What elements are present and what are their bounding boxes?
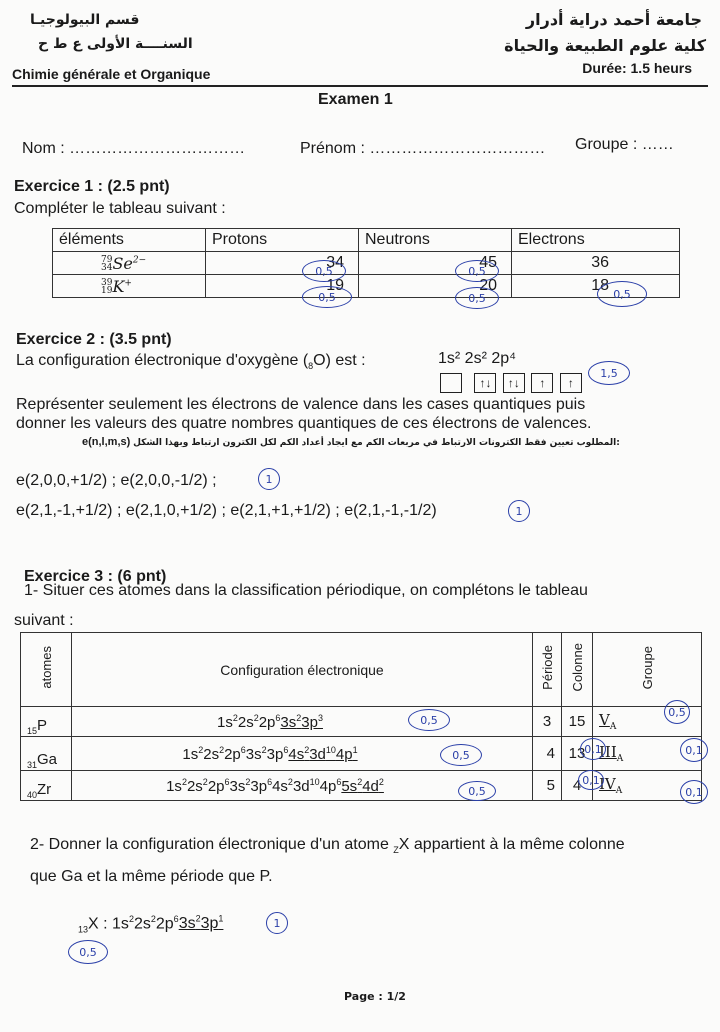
quantum-boxes: [440, 373, 584, 393]
electrons-cell: 36: [512, 252, 680, 275]
quantum-box: [440, 373, 462, 393]
quantum-box: ↑: [560, 373, 582, 393]
grade-mark: 0,1: [578, 770, 604, 790]
table-row: [53, 252, 680, 275]
faculty-label: كلية علوم الطبيعة والحياة: [504, 36, 706, 55]
grade-mark: 0,5: [408, 709, 450, 731]
exam-title: Examen 1: [318, 91, 393, 108]
answer-line-1: e(2,0,0,+1/2) ; e(2,0,0,-1/2) ;: [16, 472, 217, 489]
col-header: Période: [533, 633, 562, 707]
table-row: [53, 275, 680, 298]
colonne-cell: 15: [562, 707, 593, 737]
ex3-question-2b: que Ga et la même période que P.: [30, 868, 273, 885]
grade-mark: 0,5: [455, 287, 499, 309]
col-header: Groupe: [593, 633, 702, 707]
atomic-number: 19: [101, 286, 113, 296]
col-header: Electrons: [512, 229, 680, 252]
atom-cell: $_{40}$Zr: [21, 771, 72, 801]
ex3-title: Exercice 3 : (6 pnt): [24, 568, 167, 585]
nom-field: Nom : ……………………………: [22, 140, 246, 157]
prenom-field: Prénom : ……………………………: [300, 140, 546, 157]
colonne-cell: 13: [562, 737, 593, 771]
ion-charge: 2−: [132, 255, 147, 266]
groupe-cell: $III_A$: [593, 737, 702, 771]
col-header: éléments: [53, 229, 206, 252]
page-number: Page : 1/2: [344, 990, 406, 1003]
col-header: Neutrons: [359, 229, 512, 252]
grade-mark: 0,5: [597, 281, 647, 307]
protons-cell: 19: [206, 275, 359, 298]
col-header: atomes: [21, 633, 72, 707]
year-label: السنــــة الأولى ع ط ح: [38, 36, 193, 52]
grade-mark: 0,5: [302, 260, 346, 282]
ex3-answer: $_{13}$X : $1s^22s^22p^63s^23p^1$: [78, 914, 224, 935]
periode-cell: 5: [533, 771, 562, 801]
col-header: Protons: [206, 229, 359, 252]
ex3-question-1b: suivant :: [14, 612, 74, 629]
neutrons-cell: 20: [359, 275, 512, 298]
grade-mark: 0,5: [302, 286, 352, 308]
mass-number: 39: [101, 278, 113, 288]
ex2-title: Exercice 2 : (3.5 pnt): [16, 331, 172, 348]
atom-cell: $_{15}$P: [21, 707, 72, 737]
university-label: جامعة أحمد دراية أدرار: [525, 10, 702, 29]
col-header: Colonne: [562, 633, 593, 707]
element-cell: [53, 275, 206, 298]
header-divider: [12, 85, 708, 87]
atomic-number: 34: [101, 263, 113, 273]
ex1-instruction: Compléter le tableau suivant :: [14, 200, 226, 217]
periode-cell: 3: [533, 707, 562, 737]
grade-mark: 0,1: [680, 780, 708, 804]
groupe-field: Groupe : ……: [575, 136, 674, 153]
ex2-config-sentence: La configuration électronique d'oxygène $(_8O)$ est :: [16, 352, 366, 372]
grade-mark: 0,5: [68, 940, 108, 964]
ion-charge: +: [124, 278, 132, 289]
quantum-box: ↑↓: [474, 373, 496, 393]
table-row: [53, 229, 680, 252]
oxygen-config: 1s² 2s² 2p⁴: [438, 350, 517, 367]
grade-mark: 0,5: [458, 781, 496, 801]
ex3-question-2a: 2- Donner la configuration électronique d'un atome $_Z$X appartient à la même colonne: [30, 836, 625, 856]
element-cell: [53, 252, 206, 275]
quantum-box: ↑↓: [503, 373, 525, 393]
grade-mark: 0,1: [680, 738, 708, 762]
grade-mark: 1,5: [588, 361, 630, 385]
grade-mark: 0,5: [664, 700, 690, 724]
arabic-note: e(n,l,m,s) المطلوب تعيين فقط الكترونات الارتباط في مربعات الكم مع ايجاد أعداد الكم لكل الكترون ارتباط وبهذا الشكل:: [82, 436, 620, 448]
ex2-paragraph-1: Représenter seulement les électrons de valence dans les cases quantiques puis: [16, 396, 586, 413]
neutrons-cell: 45: [359, 252, 512, 275]
grade-mark: 1: [508, 500, 530, 522]
course-title: Chimie générale et Organique: [12, 66, 211, 82]
grade-mark: 0,5: [455, 260, 499, 282]
colonne-cell: 4: [562, 771, 593, 801]
mass-number: 79: [101, 255, 113, 265]
element-symbol: K: [112, 276, 125, 296]
config-cell: $1s^22s^22p^63s^23p^64s^23d^{10}4p^65s^24d^2$: [72, 771, 533, 801]
electrons-cell: 18: [512, 275, 680, 298]
ex3-question-1a: 1- Situer ces atomes dans la classification périodique, on complétons le tableau: [24, 582, 588, 599]
periode-cell: 4: [533, 737, 562, 771]
ex2-paragraph-2: donner les valeurs des quatre nombres quantiques de ces électrons de valences.: [16, 415, 592, 432]
quantum-box: ↑: [531, 373, 553, 393]
answer-line-2: e(2,1,-1,+1/2) ; e(2,1,0,+1/2) ; e(2,1,+1,+1/2) ; e(2,1,-1,-1/2): [16, 502, 437, 519]
atom-cell: $_{31}$Ga: [21, 737, 72, 771]
element-symbol: Se: [112, 253, 133, 273]
groupe-cell: $V_A$: [593, 707, 702, 737]
department-label: قسم البيولوجيـا: [30, 12, 140, 28]
grade-mark: 0,5: [440, 744, 482, 766]
grade-mark: 1: [266, 912, 288, 934]
grade-mark: 1: [258, 468, 280, 490]
protons-cell: 34: [206, 252, 359, 275]
config-cell: $1s^22s^22p^63s^23p^3$: [72, 707, 533, 737]
table-row: [21, 633, 702, 707]
ex1-title: Exercice 1 : (2.5 pnt): [14, 178, 170, 195]
ex1-table: [52, 228, 680, 298]
config-cell: $1s^22s^22p^63s^23p^64s^23d^{10}4p^1$: [72, 737, 533, 771]
duration: Durée: 1.5 heurs: [582, 60, 692, 76]
groupe-cell: $IV_A$: [593, 771, 702, 801]
grade-mark: 0,1: [580, 738, 606, 760]
table-row: [21, 707, 702, 737]
col-header: Configuration électronique: [72, 633, 533, 707]
